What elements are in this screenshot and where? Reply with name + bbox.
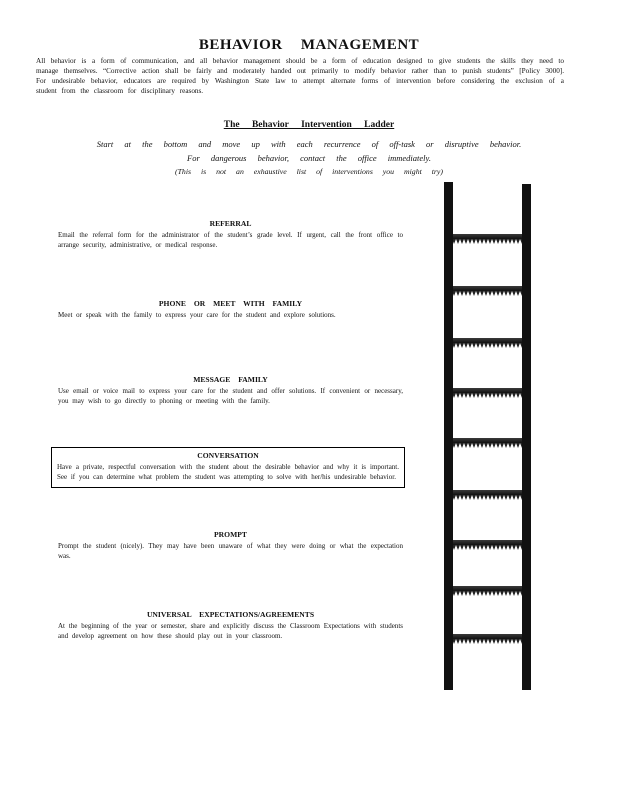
step-heading: UNIVERSAL EXPECTATIONS/AGREEMENTS	[146, 610, 315, 619]
ladder-rung-teeth	[452, 343, 524, 348]
ladder-note: (This is not an exhaustive list of interventions you might try)	[175, 167, 443, 176]
step-heading: REFERRAL	[209, 219, 252, 228]
ladder-left-rail	[444, 182, 453, 690]
ladder-rung	[452, 286, 524, 291]
ladder-rung-teeth	[452, 639, 524, 644]
ladder-rung	[452, 234, 524, 239]
step-body: Have a private, respectful conversation with the student about the desirable behavior and why it is important. See if you can determine what problem the student was attempting to solve with her/his undesirable behavior.	[57, 463, 399, 481]
ladder-rung-teeth	[452, 239, 524, 244]
ladder-rung-teeth	[452, 591, 524, 596]
step-message-family	[58, 375, 403, 406]
step-prompt	[58, 530, 403, 561]
ladder-rung-teeth	[452, 443, 524, 448]
ladder-rung-teeth	[452, 291, 524, 296]
intro-paragraph: All behavior is a form of communication, and all behavior management should be a form of education designed to give students the skills they need to manage themselves. “Corrective action shall be fairly and moderately handed out primarily to modify behavior rather than to punish students” [Policy 3000]. For undesirable behavior, educators are required by Washington State law to attempt alternate forms of intervention before considering the exclusion of a student from the classroom for disciplinary reasons.	[36, 57, 564, 95]
page-title: BEHAVIOR MANAGEMENT	[198, 37, 420, 53]
ladder-rung	[452, 438, 524, 443]
ladder-rung	[452, 586, 524, 591]
step-heading: MESSAGE FAMILY	[193, 375, 268, 384]
step-body: At the beginning of the year or semester, share and explicitly discuss the Classroom Expectations with students and develop agreement on how these should play out in your classroom.	[58, 622, 403, 640]
ladder-rung	[452, 634, 524, 639]
ladder-rung	[452, 490, 524, 495]
step-body: Email the referral form for the administrator of the student’s grade level. If urgent, call the front office to arrange security, administrative, or medical response.	[58, 231, 403, 249]
ladder-heading: The Behavior Intervention Ladder	[223, 120, 395, 130]
ladder-rung-teeth	[452, 393, 524, 398]
step-universal-expectations	[58, 610, 403, 641]
step-heading: CONVERSATION	[197, 451, 259, 460]
ladder-rung	[452, 338, 524, 343]
ladder-instruction-1: Start at the bottom and move up with each recurrence of off-task or disruptive behavior.	[96, 139, 522, 149]
ladder-rung	[452, 388, 524, 393]
step-referral	[58, 219, 403, 250]
ladder-right-rail	[522, 184, 531, 690]
ladder-rung	[452, 540, 524, 545]
ladder-rung-teeth	[452, 545, 524, 550]
ladder-illustration	[438, 182, 548, 692]
step-body: Prompt the student (nicely). They may have been unaware of what they were doing or what the expectation was.	[58, 542, 403, 560]
ladder-rungs	[452, 234, 524, 644]
ladder-rung-teeth	[452, 495, 524, 500]
step-heading: PHONE OR MEET WITH FAMILY	[158, 299, 303, 308]
step-conversation	[51, 447, 405, 488]
step-heading: PROMPT	[214, 530, 247, 539]
step-body: Use email or voice mail to express your care for the student and offer solutions. If convenient or necessary, you may wish to go directly to phoning or meeting with the family.	[58, 387, 403, 405]
ladder-instruction-2: For dangerous behavior, contact the office immediately.	[187, 153, 431, 163]
step-phone-family	[58, 299, 403, 320]
step-body: Meet or speak with the family to express your care for the student and explore solutions.	[58, 311, 336, 319]
